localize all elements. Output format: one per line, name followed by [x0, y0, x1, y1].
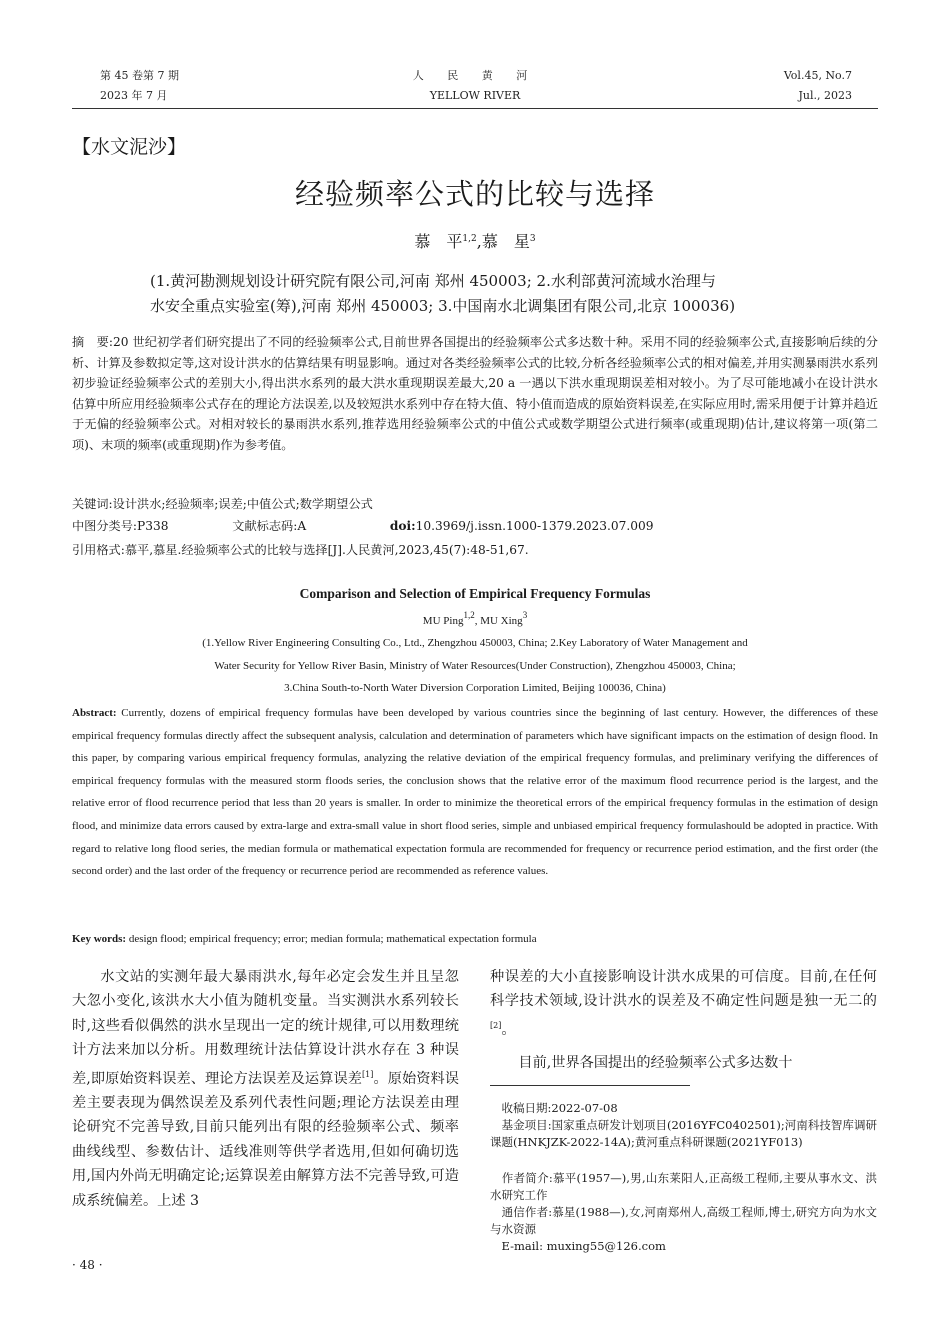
english-title: Comparison and Selection of Empirical Frequency Formulas [299, 586, 651, 601]
author-name: 慕 平 [414, 232, 463, 251]
affiliation-line: 3.China South-to-North Water Diversion Corporation Limited, Beijing 100036, China) [284, 682, 666, 694]
paper-title: 经验频率公式的比较与选择 [294, 177, 655, 211]
abstract-label: 摘 要: [72, 335, 113, 349]
author-separator: , [474, 615, 481, 627]
clc-label: 中图分类号: [72, 519, 138, 533]
affiliation-line: (1.Yellow River Engineering Consulting Co., Ltd., Zhengzhou 450003, China; 2.Key Laboratory of Water Management and [202, 637, 748, 649]
author-name: 慕 星 [481, 232, 530, 251]
english-affiliations [80, 632, 870, 700]
reference-link[interactable]: [1] [362, 1069, 374, 1079]
journal-name-en: YELLOW RIVER [429, 89, 521, 102]
footnote-value: 慕星(1988—),女,河南郑州人,高级工程师,博士,研究方向为水文与水资源 [490, 1205, 878, 1236]
doi-label: doi: [389, 519, 416, 533]
abstract-label-en: Abstract: [72, 707, 117, 719]
abstract-cn [72, 332, 878, 456]
keywords-text: 设计洪水;经验频率;误差;中值公式;数学期望公式 [112, 497, 373, 511]
header-rule [72, 108, 878, 109]
date-en: Jul., 2023 [798, 89, 852, 102]
body-paragraph-right [490, 965, 877, 1042]
english-keywords [72, 929, 878, 949]
classification-info [72, 516, 878, 536]
footnote-label: 通信作者: [501, 1205, 553, 1219]
footnote-value: 国家重点研发计划项目(2016YFC0402501);河南科技智库调研课题(HNKJZK-2022-14A);黄河重点科研课题(2021YF013) [490, 1118, 878, 1149]
doi-value[interactable]: 10.3969/j.issn.1000-1379.2023.07.009 [415, 519, 654, 533]
keywords-text-en: design flood; empirical frequency; error; median formula; mathematical expectation formula [128, 933, 537, 945]
author-name-en: MU Xing [480, 615, 523, 627]
citation-label: 引用格式: [72, 543, 125, 557]
page-number: · 48 · [72, 1258, 103, 1272]
keywords-label: 关键词: [72, 497, 113, 511]
citation-text: 慕平,慕星.经验频率公式的比较与选择[J].人民黄河,2023,45(7):48-51,67. [124, 543, 529, 557]
volume-en: Vol.45, No.7 [783, 69, 852, 82]
author-separator: , [476, 232, 482, 251]
body-text: 种误差的大小直接影响设计洪水成果的可信度。目前,在任何科学技术领域,设计洪水的误差及不确定性问题是独一无二的 [490, 969, 877, 1010]
footnote-email [490, 1238, 877, 1255]
english-abstract [72, 702, 878, 883]
affiliation-mark: 3 [529, 234, 536, 244]
footnote-author-bio [490, 1170, 877, 1204]
affiliation-mark: 3 [522, 610, 528, 620]
doc-code-value: A [297, 519, 307, 533]
affiliations-cn [150, 269, 810, 319]
author-list [0, 229, 950, 252]
journal-volume-en [784, 66, 852, 106]
body-paragraph-left [72, 965, 459, 1213]
section-label: 【水文泥沙】 [72, 136, 187, 158]
footnote-corresponding [490, 1204, 877, 1238]
body-text: 水文站的实测年最大暴雨洪水,每年必定会发生并且呈忽大忽小变化,该洪水大小值为随机变量。当实测洪水系列较长时,这些看似偶然的洪水呈现出一定的统计规律,可以用数理统计方法来加以分析。用数理统计法估算设计洪水存在 3 种误差,即原始资料误差、理论方法误差及运算误差 [72, 969, 459, 1087]
keywords-label-en: Key words: [72, 933, 127, 945]
body-text: 。原始资料误差主要表现为偶然误差及系列代表性问题;理论方法误差由理论研究不完善导致,目前只能列出有限的经验频率公式、频率曲线线型、参数估计、适线准则等供学者选用,但如何确切选用,国内外尚无明确定论;运算误差由解算方法不完善导致,可造成系统偏差。上述 3 [72, 1070, 459, 1209]
footnote-label: 基金项目: [501, 1118, 552, 1132]
clc-value: P338 [137, 519, 169, 533]
date-cn: 2023 年 7 月 [100, 89, 168, 102]
body-text: 。 [501, 1021, 516, 1038]
english-author-list [0, 610, 950, 627]
citation-format [72, 540, 878, 560]
reference-link[interactable]: [2] [490, 1020, 502, 1030]
abstract-text: 20 世纪初学者们研究提出了不同的经验频率公式,目前世界各国提出的经验频率公式多达数十种。采用不同的经验频率公式,直接影响后续的分析、计算及参数拟定等,这对设计洪水的估算结果有明显影响。通过对各类经验频率公式的比较,分析各经验频率公式的相对偏差,并用实测暴雨洪水系列初步验证经验频率公式的差别大小,得出洪水系列的最大洪水重现期误差最大,20 a 一遇以下洪水重现期误差相对较小。为了尽可能地减小在设计洪水估算中所应用经验频率公式存在的理论方法误差,以及较短洪水系列中存在特大值、特小值而造成的原始资料误差,在实际应用时,需采用便于计算并趋近于无偏的经验频率公式。对相对较长的暴雨洪水系列,推荐选用经验频率公式的中值公式或数学期望公式进行频率(或重现期)估计,建议将第一项(第二项)、末项的频率(或重现期)作为参考值。 [72, 335, 878, 452]
abstract-text-en: Currently, dozens of empirical frequency formulas have been developed by various countries since the beginning of last century. However, the differences of these empirical frequency formulas directly affect the subsequent analysis, calculation and determination of parameters which have significant impacts on the estimation of design flood. In this paper, by comparing various empirical frequency formulas, analyzing the relative deviation of the empirical frequency formulas, and preliminary verifying the differences of empirical frequency formulas with the measured storm floods series, the conclusion shows that the relative error of the maximum flood recurrence period is the largest, and the relative error of flood recurrence period that less than 20 years is smaller. In order to minimize the theoretical errors of the empirical frequency formulas in the estimation of design flood, and minimize data errors caused by extra-large and extra-small value in short flood series, simple and unbiased empirical frequency formulashould be adopted in practice. With regard to relative long flood series, the median formula or mathematical expectation formula are recommended for frequency or recurrence period estimation, and the first order (the second order) and the last order of the frequency or recurrence period are recommended as reference values. [72, 707, 878, 878]
keywords-cn [72, 494, 878, 514]
footnote-received [490, 1100, 877, 1117]
footnote-label: 收稿日期: [501, 1101, 552, 1115]
email-link[interactable]: E-mail: muxing55@126.com [501, 1239, 666, 1253]
footnote-value: 2022-07-08 [551, 1101, 618, 1115]
doc-code-label: 文献标志码: [232, 519, 298, 533]
body-paragraph-right-2: 目前,世界各国提出的经验频率公式多达数十 [518, 1055, 793, 1071]
affiliation-line: Water Security for Yellow River Basin, Ministry of Water Resources(Under Construction), Zhengzhou 450003, China; [214, 659, 736, 672]
affiliation-mark: 1,2 [463, 610, 475, 620]
footnote-value: 慕平(1957—),男,山东莱阳人,正高级工程师,主要从事水文、洪水研究工作 [490, 1171, 878, 1202]
author-name-en: MU Ping [422, 615, 464, 627]
volume-issue-cn: 第 45 卷第 7 期 [100, 69, 179, 82]
footnote-rule [490, 1085, 690, 1086]
journal-name-cn: 人 民 黄 河 [412, 69, 538, 82]
affiliation-mark: 1,2 [462, 234, 477, 244]
footnote-label: 作者简介: [501, 1171, 553, 1185]
affiliation-line: (1.黄河勘测规划设计研究院有限公司,河南 郑州 450003; 2.水利部黄河流域水治理与 [150, 272, 716, 290]
footnote-fund [490, 1117, 877, 1151]
affiliation-line: 水安全重点实验室(筹),河南 郑州 450003; 3.中国南水北调集团有限公司,北京 100036) [150, 297, 736, 315]
